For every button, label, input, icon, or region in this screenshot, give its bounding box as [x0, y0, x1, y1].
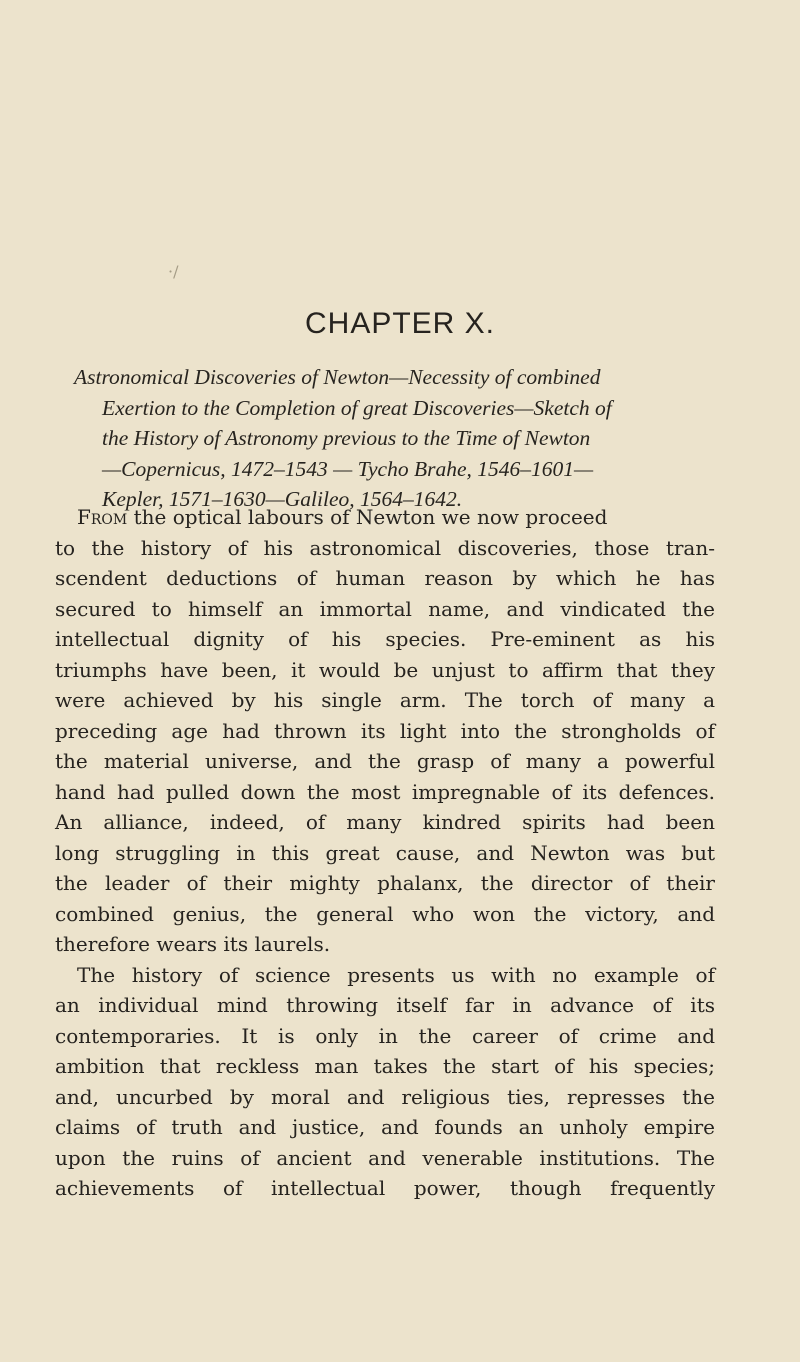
chapter-synopsis: [74, 362, 714, 515]
paragraph-line: [55, 502, 715, 533]
paragraph-line: An alliance, indeed, of many kindred spirits had been: [55, 810, 715, 834]
paragraph-line: contemporaries. It is only in the career of crime and: [55, 1023, 715, 1048]
synopsis-line: Kepler, 1571–1630—Galileo, 1564–1642.: [102, 487, 463, 511]
stray-mark: ·/: [168, 262, 179, 281]
paragraph-line: ambition that reckless man takes the start of his species;: [55, 1054, 715, 1078]
paragraph-line: and, uncurbed by moral and religious ties, represses the: [55, 1084, 715, 1109]
paragraph-line: intellectual dignity of his species. Pre-eminent as his: [55, 627, 715, 651]
paragraph-2: [55, 960, 715, 1204]
paragraph-line: therefore wears its laurels.: [55, 932, 331, 956]
synopsis-line: Exertion to the Completion of great Discoveries—Sketch of: [102, 395, 612, 420]
paragraph-1: [55, 502, 715, 960]
paragraph-line: an individual mind throwing itself far in advance of its: [55, 993, 715, 1017]
paragraph-line: upon the ruins of ancient and venerable institutions. The: [55, 1145, 715, 1170]
paragraph-line: the material universe, and the grasp of many a powerful: [55, 749, 715, 773]
paragraph-line: scendent deductions of human reason by which he has: [55, 566, 715, 590]
paragraph-line-text: the optical labours of Newton we now proceed: [127, 505, 608, 529]
paragraph-line: preceding age had thrown its light into the strongholds of: [55, 718, 715, 743]
paragraph-line: The history of science presents us with no example of: [77, 962, 715, 987]
synopsis-line: the History of Astronomy previous to the Time of Newton: [102, 426, 591, 450]
body-text: [55, 502, 715, 1204]
drop-word: From: [77, 505, 128, 529]
paragraph-line: achievements of intellectual power, though frequently: [55, 1176, 715, 1200]
paragraph-line: long struggling in this great cause, and Newton was but: [55, 840, 715, 865]
paragraph-line: the leader of their mighty phalanx, the director of their: [55, 871, 715, 895]
paragraph-line: to the history of his astronomical discoveries, those tran-: [55, 535, 715, 560]
synopsis-line: —Copernicus, 1472–1543 — Tycho Brahe, 1546–1601—: [102, 456, 594, 481]
paragraph-line: triumphs have been, it would be unjust to affirm that they: [55, 657, 715, 682]
paragraph-line: secured to himself an immortal name, and vindicated the: [55, 596, 715, 621]
paragraph-line: combined genius, the general who won the victory, and: [55, 901, 715, 926]
paragraph-line: claims of truth and justice, and founds an unholy empire: [55, 1115, 715, 1139]
paragraph-line: hand had pulled down the most impregnable of its defences.: [55, 779, 715, 804]
chapter-heading: CHAPTER X.: [304, 307, 496, 340]
paragraph-line: were achieved by his single arm. The torch of many a: [55, 688, 715, 712]
synopsis-line: Astronomical Discoveries of Newton—Necessity of combined: [74, 365, 601, 389]
